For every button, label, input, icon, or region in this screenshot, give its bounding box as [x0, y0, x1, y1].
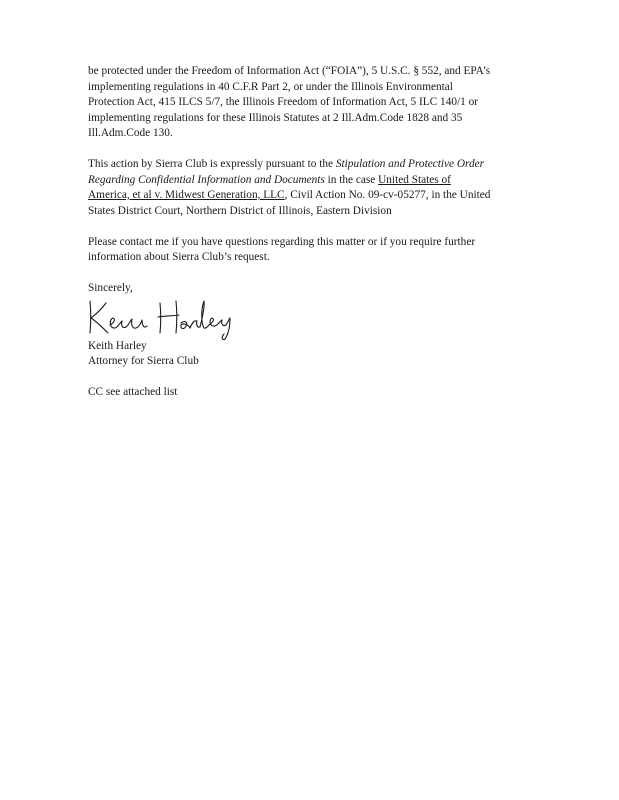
handwritten-signature: [88, 299, 538, 339]
signer-title: Attorney for Sierra Club: [88, 355, 199, 367]
cc-line: [88, 385, 538, 401]
text-line: implementing regulations in 40 C.F.R Part 2, or under the Illinois Environmental: [88, 80, 453, 93]
paragraph-protective-order: [88, 157, 538, 219]
text-line: Ill.Adm.Code 130.: [88, 127, 173, 139]
paragraph-foia: [88, 64, 538, 142]
paragraph-contact: [88, 235, 538, 266]
text-line: Protection Act, 415 ILCS 5/7, the Illinois Freedom of Information Act, 5 ILC 140/1 or: [88, 96, 479, 108]
text-segment: This action by Sierra Club is expressly pursuant to the: [88, 158, 336, 170]
case-name-underlined: America, et al v. Midwest Generation, LLC: [88, 189, 285, 201]
order-title-italic: Stipulation and Protective Order: [335, 158, 485, 170]
case-name-underlined: United States of: [378, 173, 451, 186]
text-line: Please contact me if you have questions regarding this matter or if you require further: [88, 235, 476, 248]
text-line: States District Court, Northern District of Illinois, Eastern Division: [88, 204, 392, 217]
closing-text: Sincerely,: [88, 282, 133, 294]
order-title-italic: Regarding Confidential Information and Documents: [88, 173, 325, 186]
text-line: [88, 157, 538, 173]
text-line: be protected under the Freedom of Information Act (“FOIA”), 5 U.S.C. § 552, and EPA’s: [88, 65, 491, 77]
text-line: information about Sierra Club’s request.: [88, 251, 270, 263]
signature-drawing: [84, 293, 244, 341]
text-line: implementing regulations for these Illinois Statutes at 2 Ill.Adm.Code 1828 and 35: [88, 111, 463, 124]
letter-body: [88, 64, 538, 401]
text-segment: , Civil Action No. 09-cv-05277, in the United: [284, 189, 491, 201]
cc-text: CC see attached list: [88, 386, 178, 398]
text-line: [88, 173, 538, 189]
text-segment: in the case: [324, 173, 379, 186]
signature-block: [88, 339, 538, 370]
signer-name: Keith Harley: [88, 339, 147, 352]
text-line: [88, 188, 538, 204]
